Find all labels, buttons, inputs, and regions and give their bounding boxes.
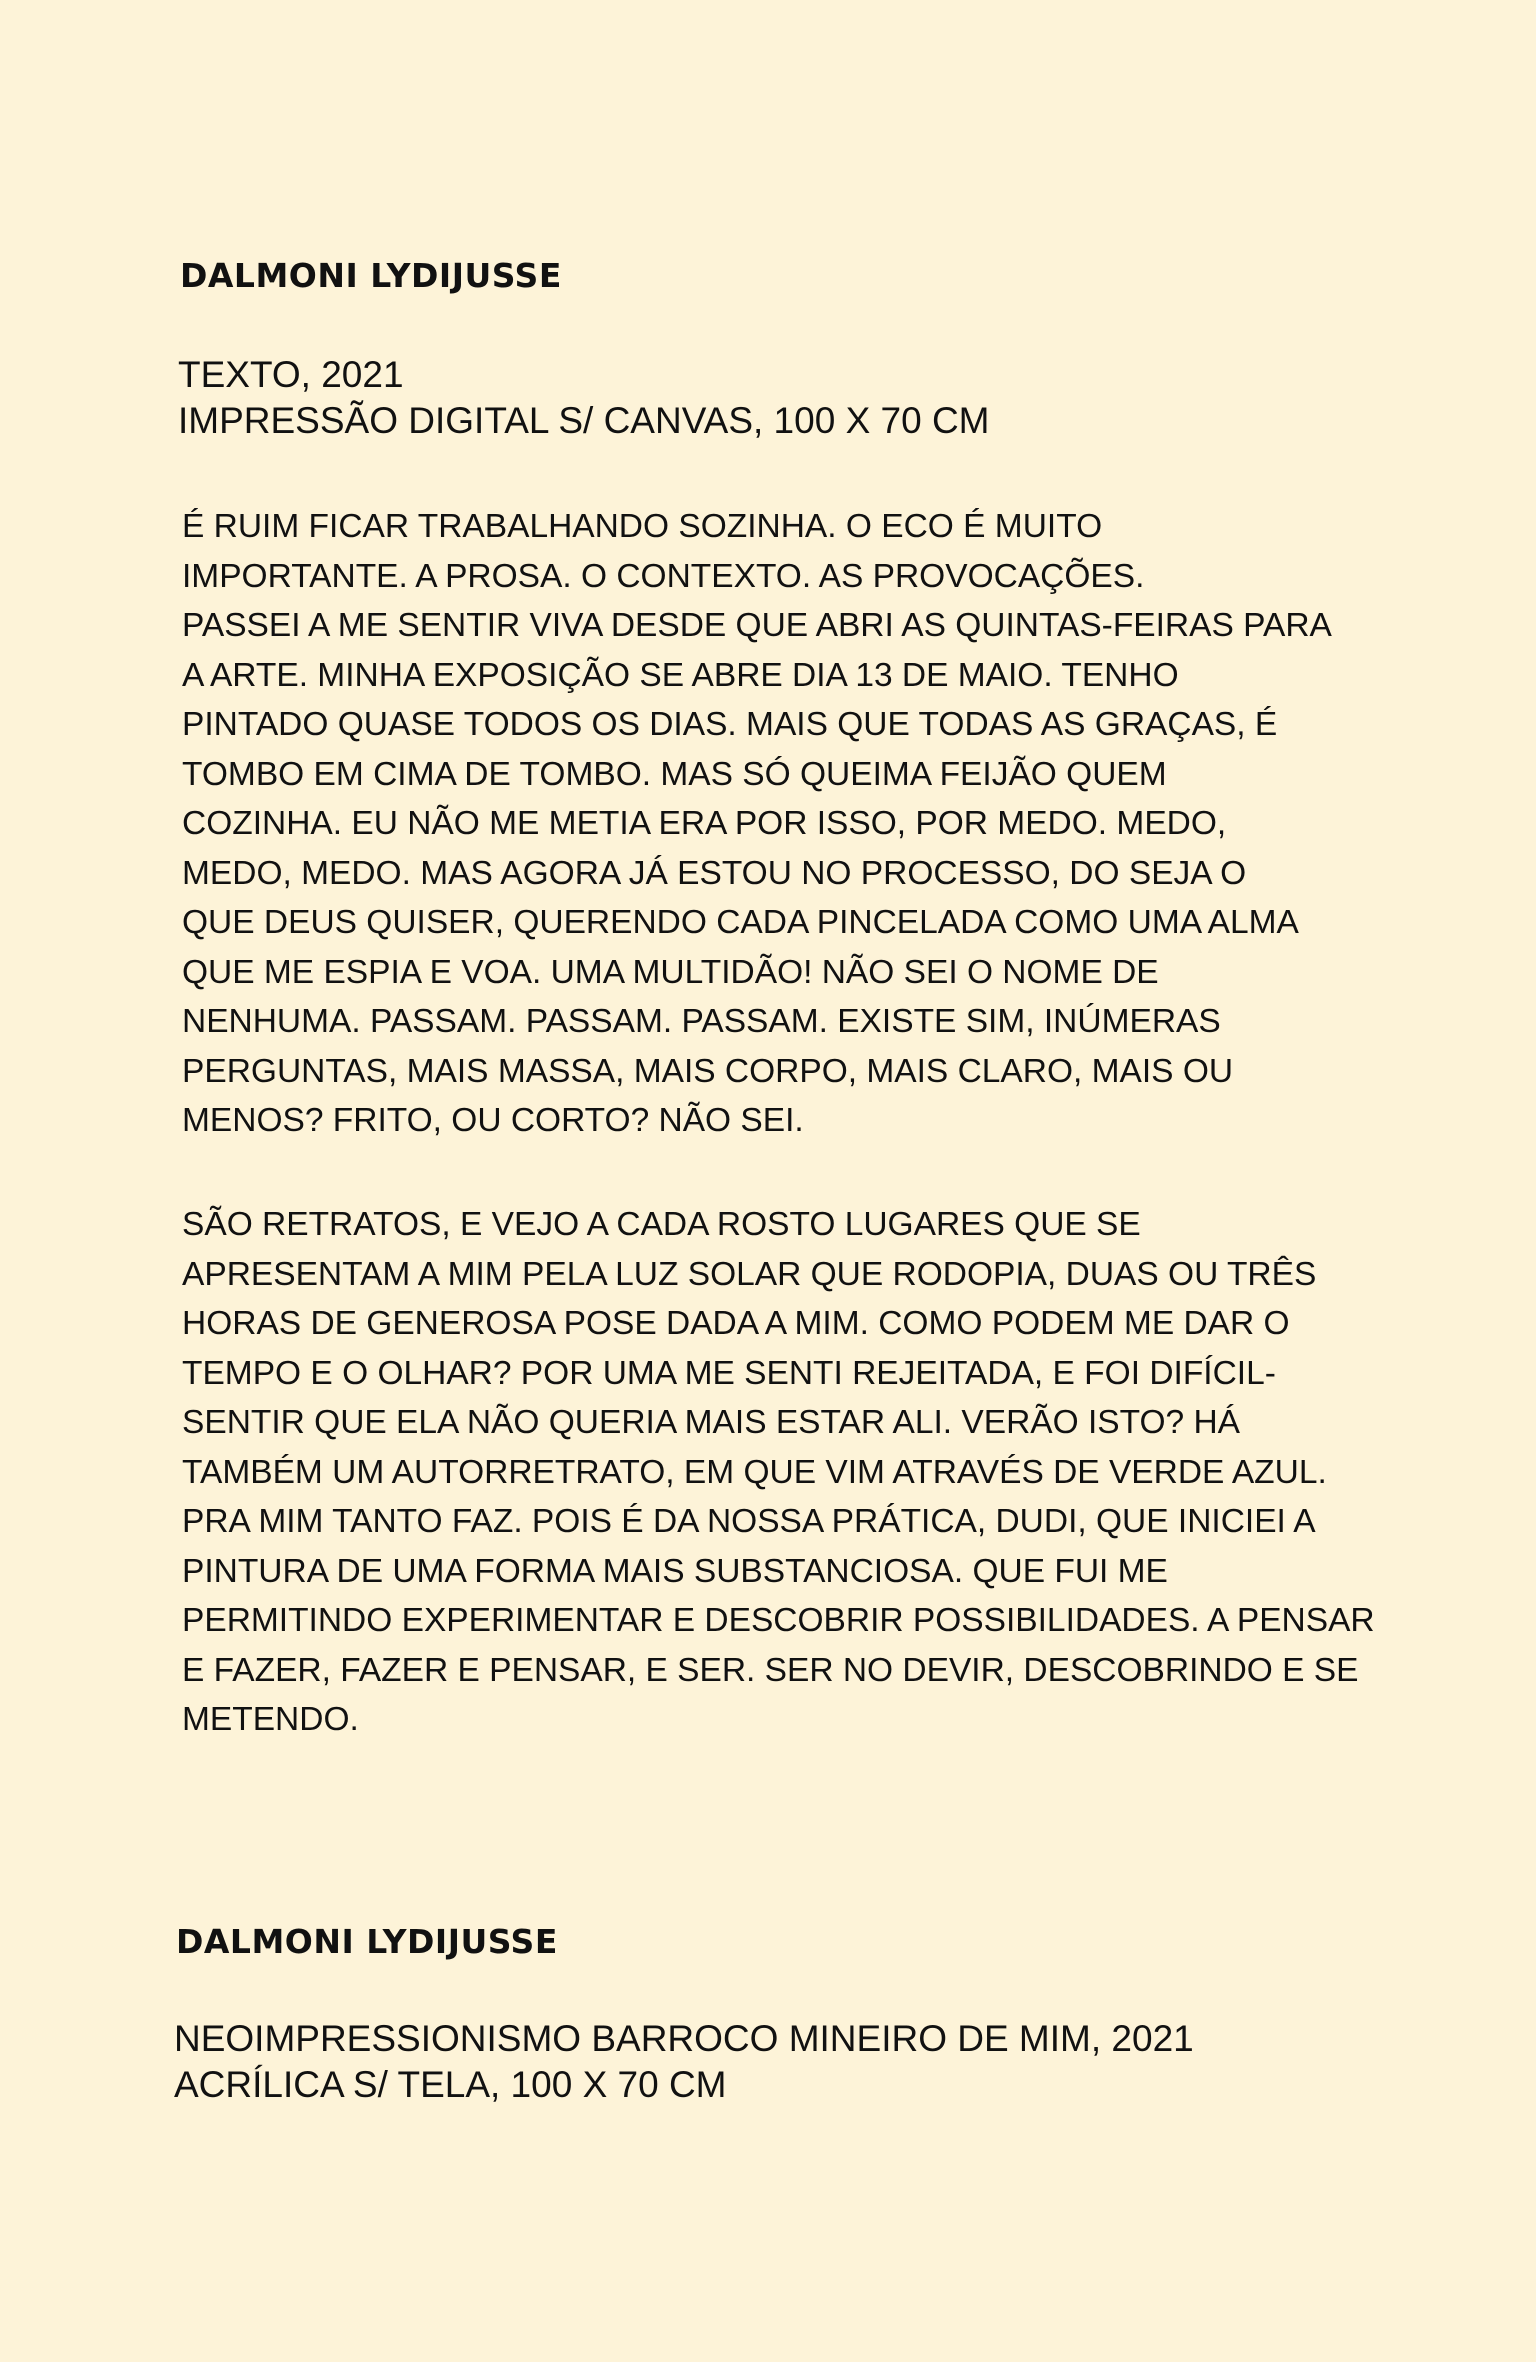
text-line: COZINHA. EU NÃO ME METIA ERA POR ISSO, POR MEDO. MEDO,	[182, 805, 1227, 842]
text-line: MENOS? FRITO, OU CORTO? NÃO SEI.	[182, 1102, 804, 1139]
text-line: A ARTE. MINHA EXPOSIÇÃO SE ABRE DIA 13 DE MAIO. TENHO	[182, 656, 1179, 694]
text-line: TOMBO EM CIMA DE TOMBO. MAS SÓ QUEIMA FEIJÃO QUEM	[182, 755, 1167, 793]
artwork-medium: IMPRESSÃO DIGITAL S/ CANVAS, 100 X 70 CM	[178, 400, 990, 441]
text-line: É RUIM FICAR TRABALHANDO SOZINHA. O ECO É MUITO	[182, 508, 1103, 545]
text-line: MEDO, MEDO. MAS AGORA JÁ ESTOU NO PROCESSO, DO SEJA O	[182, 854, 1247, 892]
text-line: PERMITINDO EXPERIMENTAR E DESCOBRIR POSSIBILIDADES. A PENSAR	[182, 1602, 1375, 1639]
text-line: APRESENTAM A MIM PELA LUZ SOLAR QUE RODOPIA, DUAS OU TRÊS	[182, 1255, 1317, 1293]
text-line: PINTURA DE UMA FORMA MAIS SUBSTANCIOSA. QUE FUI ME	[182, 1552, 1168, 1590]
text-line: PERGUNTAS, MAIS MASSA, MAIS CORPO, MAIS CLARO, MAIS OU	[182, 1052, 1234, 1090]
text-line: IMPORTANTE. A PROSA. O CONTEXTO. AS PROVOCAÇÕES.	[182, 557, 1145, 595]
artwork-title-year: NEOIMPRESSIONISMO BARROCO MINEIRO DE MIM, 2021	[174, 2018, 1194, 2059]
text-line: SENTIR QUE ELA NÃO QUERIA MAIS ESTAR ALI. VERÃO ISTO? HÁ	[182, 1404, 1241, 1441]
artwork-medium: ACRÍLICA S/ TELA, 100 X 70 CM	[174, 2064, 727, 2105]
statement-paragraph-2	[182, 1200, 1382, 1745]
text-line: E FAZER, FAZER E PENSAR, E SER. SER NO DEVIR, DESCOBRINDO E SE	[182, 1651, 1359, 1689]
text-line: QUE ME ESPIA E VOA. UMA MULTIDÃO! NÃO SEI O NOME DE	[182, 953, 1159, 991]
text-line: PINTADO QUASE TODOS OS DIAS. MAIS QUE TODAS AS GRAÇAS, É	[182, 706, 1278, 743]
text-line: QUE DEUS QUISER, QUERENDO CADA PINCELADA COMO UMA ALMA	[182, 904, 1299, 941]
text-line: SÃO RETRATOS, E VEJO A CADA ROSTO LUGARES QUE SE	[182, 1206, 1141, 1243]
text-line: TEMPO E O OLHAR? POR UMA ME SENTI REJEITADA, E FOI DIFÍCIL-	[182, 1354, 1276, 1392]
text-line: PRA MIM TANTO FAZ. POIS É DA NOSSA PRÁTICA, DUDI, QUE INICIEI A	[182, 1503, 1316, 1540]
text-line: HORAS DE GENEROSA POSE DADA A MIM. COMO PODEM ME DAR O	[182, 1305, 1290, 1342]
text-line: PASSEI A ME SENTIR VIVA DESDE QUE ABRI AS QUINTAS-FEIRAS PARA	[182, 607, 1332, 644]
text-line: METENDO.	[182, 1701, 359, 1738]
artist-name: DALMONI LYDIJUSSE	[176, 1922, 558, 1961]
text-line: TAMBÉM UM AUTORRETRATO, EM QUE VIM ATRAVÉS DE VERDE AZUL.	[182, 1453, 1327, 1491]
text-line: NENHUMA. PASSAM. PASSAM. PASSAM. EXISTE SIM, INÚMERAS	[182, 1003, 1221, 1040]
statement-paragraph-1	[182, 502, 1382, 1146]
artist-name: DALMONI LYDIJUSSE	[180, 256, 562, 295]
artwork-title-year: TEXTO, 2021	[178, 354, 404, 395]
